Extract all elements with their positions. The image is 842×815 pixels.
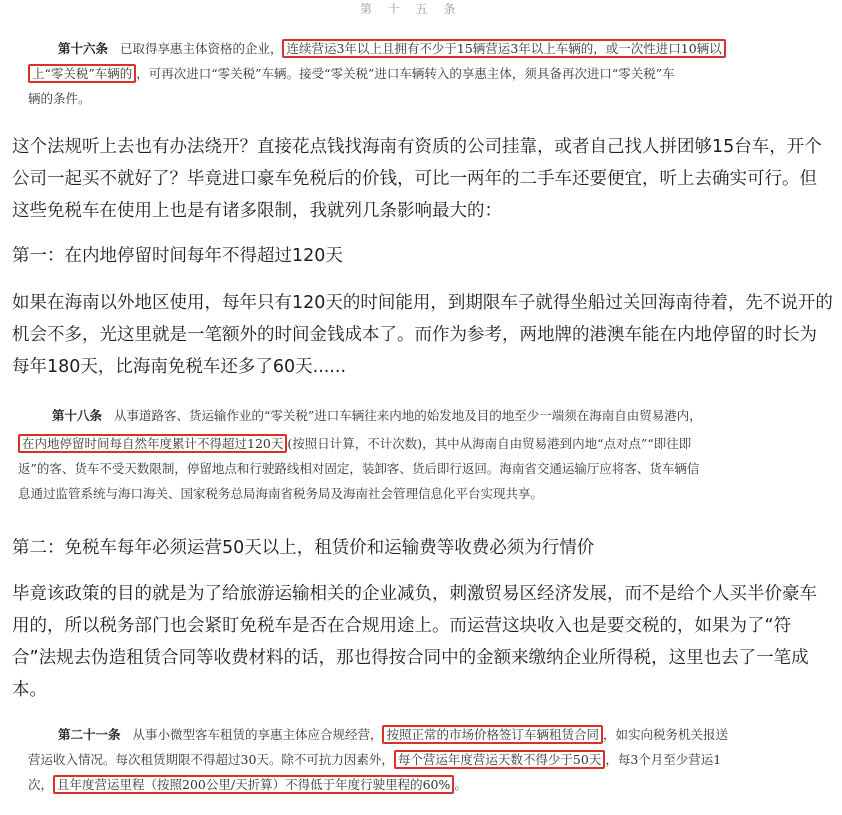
article-16-highlight-2: 上“零关税”车辆的: [28, 64, 136, 83]
article-18-text-a: 从事道路客、货运输作业的“零关税”进口车辆往来内地的始发地及目的地至少一端须在海南自由贸易港内，: [113, 408, 702, 423]
paragraph-2: 如果在海南以外地区使用，每年只有120天的时间能用，到期限车子就得坐船过关回海南待着，先不说开的机会不多，光这里就是一笔额外的时间金钱成本了。而作为参考，两地牌的港澳车能在内地停留的时长为每年180天，比海南免税车还多了60天......: [12, 293, 833, 377]
article-21-text-f: 。: [454, 777, 467, 792]
article-21-lead: 第二十一条: [58, 727, 121, 742]
article-16-quote: [28, 36, 828, 111]
article-16-highlight-1: 连续营运3年以上且拥有不少于15辆营运3年以上车辆的，或一次性进口10辆以: [282, 39, 725, 58]
article-21-highlight-3: 且年度营运里程（按照200公里/天折算）不得低于年度行驶里程的60%: [53, 775, 454, 794]
article-16-text-b: ，可再次进口“零关税”车辆。接受“零关税”进口车辆转入的享惠主体，须具备再次进口“零关税”车: [136, 66, 675, 81]
article-21-text-e: 次，: [28, 777, 54, 792]
article-18-quote: [18, 403, 828, 506]
article-18-lead: 第十八条: [52, 408, 103, 423]
article-18-highlight: 在内地停留时间每自然年度累计不得超过120天: [18, 434, 287, 453]
heading-second: 第二：免税车每年必须运营50天以上，租赁价和运输费等收费必须为行情价: [12, 538, 595, 558]
article-18-text-c: 返”的客、货车不受天数限制，停留地点和行驶路线相对固定，装卸客、货后即行返回。海南省交通运输厅应将客、货车辆信: [18, 461, 700, 476]
article-21-text-c: 营运收入情况。每次租赁期限不得超过30天。除不可抗力因素外，: [28, 752, 394, 767]
article-16-text-c: 辆的条件。: [28, 91, 91, 106]
article-18-text-b: (按照日计算，不计次数)，其中从海南自由贸易港到内地“点对点”“即往即: [287, 436, 692, 451]
clipped-text-fragment: 第 十 五 条: [360, 2, 462, 16]
article-21-text-d: ，每3个月至少营运1: [605, 752, 722, 767]
article-21-quote: [28, 722, 828, 797]
article-21-text-a: 从事小微型客车租赁的享惠主体应合规经营，: [132, 727, 383, 742]
paragraph-1: 这个法规听上去也有办法绕开？直接花点钱找海南有资质的公司挂靠，或者自己找人拼团够15台车，开个公司一起买不就好了？毕竟进口豪车免税后的价钱，可比一两年的二手车还要便宜，听上去确实可行。但这些免税车在使用上也是有诸多限制，我就列几条影响最大的：: [12, 137, 822, 221]
heading-first: 第一：在内地停留时间每年不得超过120天: [12, 246, 343, 266]
article-18-text-d: 息通过监管系统与海口海关、国家税务总局海南省税务局及海南社会管理信息化平台实现共享。: [18, 486, 544, 501]
article-16-text: 已取得享惠主体资格的企业，: [119, 41, 283, 56]
article-21-highlight-1: 按照正常的市场价格签订车辆租赁合同: [382, 725, 603, 744]
article-21-text-b: ，如实向税务机关报送: [602, 727, 728, 742]
article-16-lead: 第十六条: [58, 41, 109, 56]
article-21-highlight-2: 每个营运年度营运天数不得少于50天: [394, 750, 605, 769]
paragraph-3: 毕竟该政策的目的就是为了给旅游运输相关的企业减负，刺激贸易区经济发展，而不是给个人买半价豪车用的，所以税务部门也会紧盯免税车是否在合规用途上。而运营这块收入也是要交税的，如果为了“符合”法规去伪造租赁合同等收费材料的话，那也得按合同中的金额来缴纳企业所得税，这里也去了一笔成本。: [12, 584, 817, 700]
